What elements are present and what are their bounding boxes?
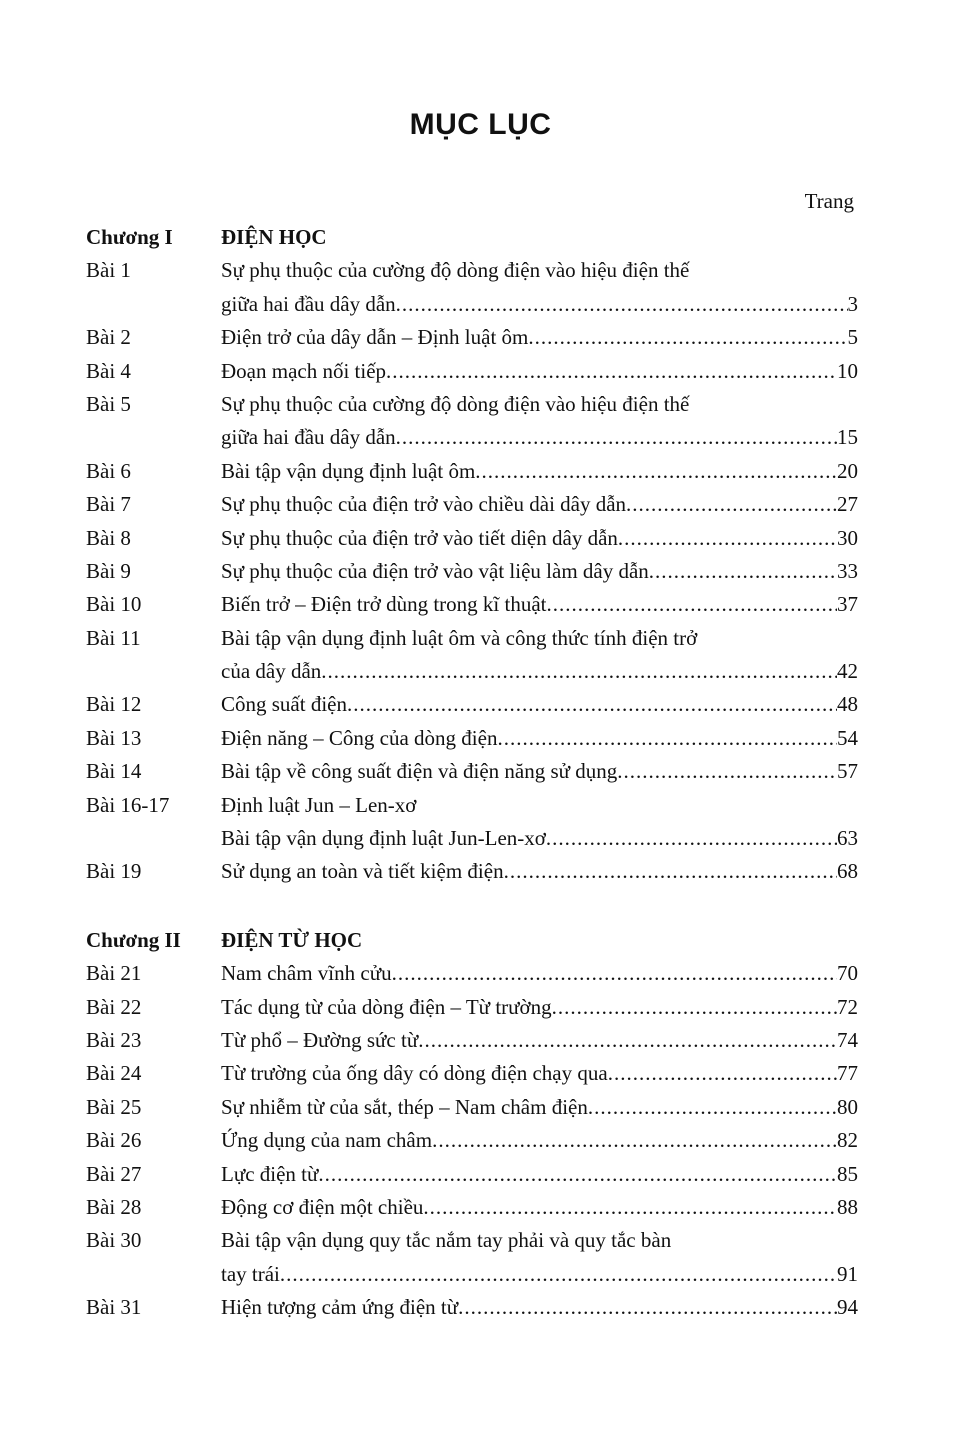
- page-number: 5: [847, 325, 858, 350]
- toc-entry[interactable]: [86, 522, 858, 555]
- dot-leader: [618, 522, 837, 555]
- lesson-label: Bài 25: [86, 1094, 142, 1119]
- page-title: MỤC LỤC: [409, 108, 552, 141]
- lesson-title: Công suất điện: [221, 692, 347, 717]
- dot-leader: [475, 455, 837, 488]
- toc-entry[interactable]: [86, 1258, 858, 1291]
- lesson-title: Bài tập về công suất điện và điện năng sử dụng: [221, 759, 618, 784]
- dot-leader: [347, 688, 837, 721]
- lesson-title: Định luật Jun – Len-xơ: [221, 792, 417, 817]
- lesson-title: Điện trở của dây dẫn – Định luật ôm: [221, 325, 529, 350]
- page-number: 42: [837, 659, 858, 684]
- lesson-label: Bài 27: [86, 1161, 142, 1186]
- dot-leader: [497, 722, 837, 755]
- lesson-title: tay trái: [221, 1261, 280, 1286]
- toc-entry[interactable]: [86, 1057, 858, 1090]
- lesson-title: Đoạn mạch nối tiếp: [221, 358, 387, 383]
- page-number: 20: [837, 458, 858, 483]
- lesson-title: Sự nhiễm từ của sắt, thép – Nam châm điện: [221, 1094, 588, 1119]
- lesson-title: Nam châm vĩnh cửu: [221, 961, 392, 986]
- dot-leader: [617, 755, 837, 788]
- dot-leader: [418, 1024, 837, 1057]
- lesson-title: Sự phụ thuộc của điện trở vào tiết diện dây dẫn: [221, 525, 618, 550]
- toc-entry[interactable]: [86, 421, 858, 454]
- lesson-title: giữa hai đầu dây dẫn: [221, 291, 396, 316]
- toc-entry[interactable]: [86, 1124, 858, 1157]
- dot-leader: [528, 321, 847, 354]
- dot-leader: [649, 555, 837, 588]
- page-number: 88: [837, 1194, 858, 1219]
- lesson-label: Bài 19: [86, 859, 142, 884]
- dot-leader: [546, 822, 837, 855]
- dot-leader: [608, 1057, 837, 1090]
- toc-entry[interactable]: [86, 488, 858, 521]
- dot-leader: [432, 1124, 837, 1157]
- dot-leader: [321, 655, 837, 688]
- chapter-heading: [86, 924, 858, 957]
- lesson-label: Bài 10: [86, 592, 142, 617]
- page-number: 10: [837, 358, 858, 383]
- lesson-title: Hiện tượng cảm ứng điện từ: [221, 1295, 459, 1320]
- page-number: 72: [837, 994, 858, 1019]
- lesson-title: Sử dụng an toàn và tiết kiệm điện: [221, 859, 504, 884]
- lesson-title: của dây dẫn: [221, 659, 322, 684]
- toc-entry[interactable]: [86, 688, 858, 721]
- dot-leader: [396, 288, 848, 321]
- chapter-spacer: [86, 889, 858, 924]
- page-number: 54: [837, 725, 858, 750]
- toc-entry[interactable]: [86, 655, 858, 688]
- toc-entry[interactable]: [86, 321, 858, 354]
- lesson-title: Sự phụ thuộc của cường độ dòng điện vào hiệu điện thế: [221, 391, 690, 416]
- lesson-label: Bài 8: [86, 525, 131, 550]
- toc-entry[interactable]: [86, 355, 858, 388]
- lesson-label: Bài 14: [86, 759, 142, 784]
- lesson-label: Bài 2: [86, 325, 131, 350]
- page-number: 15: [837, 425, 858, 450]
- toc-entry[interactable]: [86, 789, 858, 822]
- dot-leader: [552, 991, 837, 1024]
- page-number: 82: [837, 1128, 858, 1153]
- toc-entry[interactable]: [86, 1291, 858, 1324]
- page-number: 33: [837, 558, 858, 583]
- toc-entry[interactable]: [86, 588, 858, 621]
- lesson-title: Bài tập vận dụng định luật Jun-Len-xơ: [221, 826, 546, 851]
- lesson-label: Bài 21: [86, 961, 142, 986]
- lesson-title: Lực điện từ: [221, 1161, 319, 1186]
- page-number: 80: [837, 1094, 858, 1119]
- lesson-title: Từ phổ – Đường sức từ: [221, 1027, 419, 1052]
- dot-leader: [396, 421, 837, 454]
- lesson-label: Bài 23: [86, 1027, 142, 1052]
- lesson-label: Bài 5: [86, 391, 131, 416]
- lesson-title: Tác dụng từ của dòng điện – Từ trường: [221, 994, 552, 1019]
- lesson-title: Động cơ điện một chiều: [221, 1194, 424, 1219]
- dot-leader: [588, 1091, 837, 1124]
- page-number: 48: [837, 692, 858, 717]
- lesson-label: Bài 13: [86, 725, 142, 750]
- toc-entry[interactable]: [86, 622, 858, 655]
- page-number: 94: [837, 1295, 858, 1320]
- lesson-title: Từ trường của ống dây có dòng điện chạy qua: [221, 1061, 608, 1086]
- lesson-title: Bài tập vận dụng định luật ôm và công thức tính điện trở: [221, 625, 698, 650]
- toc-entry[interactable]: [86, 957, 858, 990]
- page-number: 68: [837, 859, 858, 884]
- lesson-label: Bài 6: [86, 458, 131, 483]
- page-number: 85: [837, 1161, 858, 1186]
- page-number: 30: [837, 525, 858, 550]
- lesson-label: Bài 9: [86, 558, 131, 583]
- lesson-title: Bài tập vận dụng định luật ôm: [221, 458, 476, 483]
- page-number: 74: [837, 1027, 858, 1052]
- toc-entry[interactable]: [86, 555, 858, 588]
- dot-leader: [392, 957, 837, 990]
- dot-leader: [458, 1291, 837, 1324]
- lesson-label: Bài 4: [86, 358, 131, 383]
- lesson-label: Bài 16-17: [86, 792, 170, 817]
- toc-entry[interactable]: [86, 755, 858, 788]
- page-number: 63: [837, 826, 858, 851]
- chapter-label: Chương I: [86, 225, 173, 249]
- toc-entry[interactable]: [86, 855, 858, 888]
- page-number: 77: [837, 1061, 858, 1086]
- toc-entry[interactable]: [86, 288, 858, 321]
- dot-leader: [626, 488, 837, 521]
- dot-leader: [547, 588, 838, 621]
- lesson-title: Biến trở – Điện trở dùng trong kĩ thuật: [221, 592, 547, 617]
- page-number: 91: [837, 1261, 858, 1286]
- lesson-label: Bài 7: [86, 492, 131, 517]
- toc-entry[interactable]: [86, 1224, 858, 1257]
- dot-leader: [280, 1258, 837, 1291]
- lesson-label: Bài 31: [86, 1295, 142, 1320]
- lesson-label: Bài 12: [86, 692, 142, 717]
- chapter-heading: [86, 221, 858, 254]
- lesson-label: [86, 655, 221, 688]
- lesson-title: Sự phụ thuộc của cường độ dòng điện vào hiệu điện thế: [221, 258, 690, 283]
- page-number: 3: [847, 291, 858, 316]
- lesson-title: Điện năng – Công của dòng điện: [221, 725, 498, 750]
- toc-entry[interactable]: [86, 254, 858, 287]
- page-column-header: Trang: [804, 189, 854, 213]
- chapter-title: ĐIỆN HỌC: [221, 225, 327, 249]
- lesson-label: Bài 30: [86, 1228, 142, 1253]
- lesson-title: giữa hai đầu dây dẫn: [221, 425, 396, 450]
- lesson-title: Bài tập vận dụng quy tắc nắm tay phải và quy tắc bàn: [221, 1228, 672, 1253]
- toc-entry[interactable]: [86, 455, 858, 488]
- lesson-label: Bài 1: [86, 258, 131, 283]
- table-of-contents: [86, 221, 858, 1325]
- lesson-title: Ứng dụng của nam châm: [221, 1128, 433, 1153]
- lesson-title: Sự phụ thuộc của điện trở vào vật liệu làm dây dẫn: [221, 558, 649, 583]
- lesson-label: Bài 24: [86, 1061, 142, 1086]
- dot-leader: [318, 1158, 837, 1191]
- toc-entry[interactable]: [86, 388, 858, 421]
- lesson-label: [86, 288, 221, 321]
- lesson-label: [86, 421, 221, 454]
- toc-entry[interactable]: [86, 1158, 858, 1191]
- lesson-label: Bài 11: [86, 625, 141, 650]
- chapter-label: Chương II: [86, 927, 181, 952]
- lesson-label: [86, 822, 221, 855]
- page-number: 27: [837, 492, 858, 517]
- lesson-label: Bài 26: [86, 1128, 142, 1153]
- toc-entry[interactable]: [86, 1024, 858, 1057]
- toc-entry[interactable]: [86, 1191, 858, 1224]
- lesson-label: Bài 22: [86, 994, 142, 1019]
- page-number: 37: [837, 592, 858, 617]
- dot-leader: [423, 1191, 837, 1224]
- page-number: 57: [837, 759, 858, 784]
- dot-leader: [386, 355, 837, 388]
- dot-leader: [504, 855, 837, 888]
- chapter-title: ĐIỆN TỪ HỌC: [221, 927, 363, 952]
- toc-entry[interactable]: [86, 722, 858, 755]
- page-number: 70: [837, 961, 858, 986]
- lesson-title: Sự phụ thuộc của điện trở vào chiều dài dây dẫn: [221, 492, 627, 517]
- lesson-label: [86, 1258, 221, 1291]
- toc-entry[interactable]: [86, 822, 858, 855]
- toc-entry[interactable]: [86, 991, 858, 1024]
- lesson-label: Bài 28: [86, 1194, 142, 1219]
- toc-entry[interactable]: [86, 1091, 858, 1124]
